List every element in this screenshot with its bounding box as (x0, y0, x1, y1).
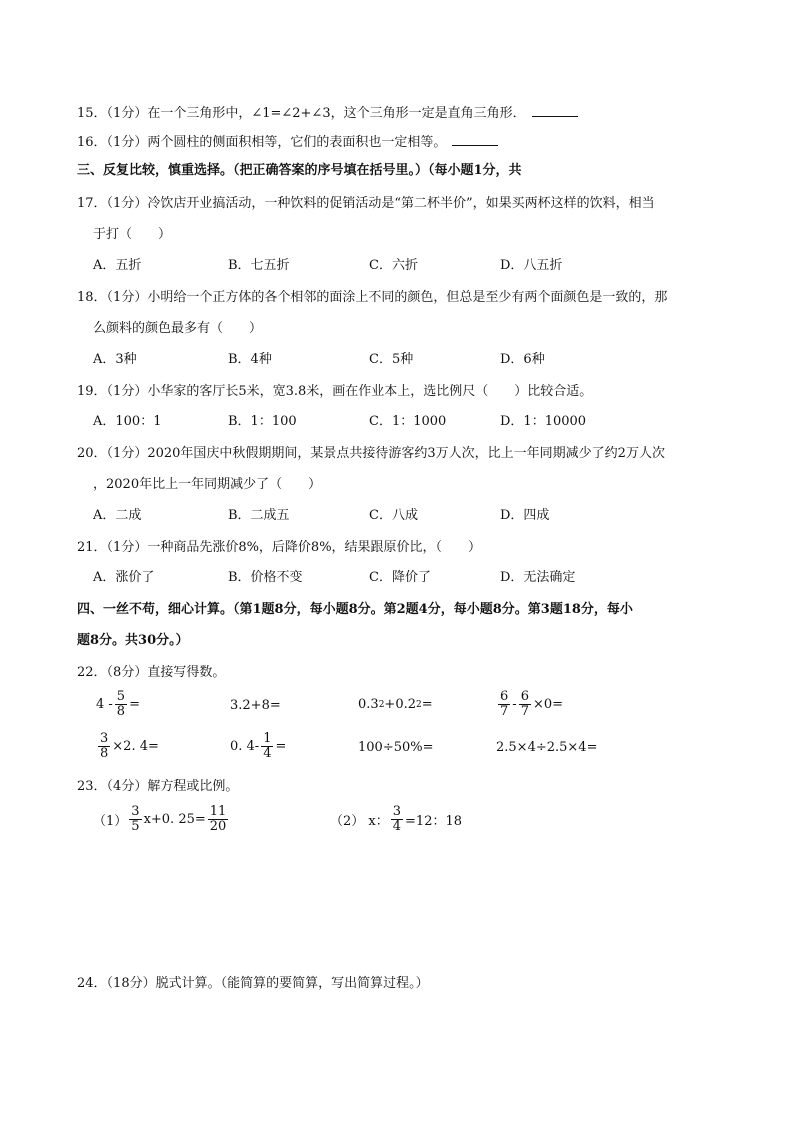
expr-text: 100÷50%= (358, 740, 434, 755)
q21-option-d[interactable]: D．无法确定 (500, 570, 576, 585)
q21-line1: 21．（1分）一种商品先涨价8%，后降价8%，结果跟原价比，（ ） (77, 540, 482, 555)
q16-text: 16．（1分）两个圆柱的侧面积相等，它们的表面积也一定相等。 (77, 135, 447, 150)
q20-option-b[interactable]: B．二成五 (228, 508, 290, 523)
q16 (77, 133, 498, 152)
q22-expr-3 (358, 697, 433, 712)
fraction (391, 805, 403, 834)
q17-line1: 17．（1分）冷饮店开业搞活动，一种饮料的促销活动是“第二杯半价”，如果买两杯这样的饮料，相当 (77, 196, 655, 211)
expr-text: =12：18 (405, 814, 463, 829)
denominator: 7 (500, 704, 509, 719)
exponent: 2 (378, 699, 385, 710)
expr-text: = (129, 697, 140, 712)
expr-text: 3.2+8= (230, 698, 281, 713)
expr-text: 0. 4- (230, 739, 260, 754)
q22-expr-6 (230, 732, 286, 761)
q22-expr-2 (230, 698, 281, 713)
q18-option-d[interactable]: D．6种 (500, 352, 545, 367)
q20-option-a[interactable]: A．二成 (93, 508, 142, 523)
numerator: 5 (116, 689, 126, 704)
numerator: 3 (100, 731, 109, 746)
denominator: 4 (392, 819, 402, 834)
q22-expr-7 (358, 740, 434, 755)
q19-option-d[interactable]: D．1：10000 (500, 414, 587, 429)
fraction (115, 690, 127, 719)
q22-title: 22．（8分）直接写得数。 (77, 665, 226, 680)
q22-expr-4 (496, 690, 563, 719)
q18-option-c[interactable]: C．5种 (369, 352, 414, 367)
expr-text: = (421, 697, 433, 712)
numerator: 6 (520, 689, 529, 704)
numerator: 3 (392, 804, 402, 819)
q19-line1: 19．（1分）小华家的客厅长5米，宽3.8米，画在作业本上，选比例尺（ ）比较合适。 (77, 384, 593, 399)
q15-text: 15．（1分）在一个三角形中，∠1=∠2+∠3，这个三角形一定是直角三角形． (77, 106, 526, 121)
q23-title: 23．（4分）解方程或比例。 (77, 779, 239, 794)
denominator: 4 (263, 746, 272, 761)
expr-text: x+0. 25= (143, 812, 206, 827)
q20-option-d[interactable]: D．四成 (500, 508, 550, 523)
q24: 24．（18分）脱式计算。（能简算的要简算，写出简算过程。） (77, 976, 429, 991)
denominator: 8 (116, 704, 126, 719)
section3-heading: 三、反复比较，慎重选择。（把正确答案的序号填在括号里。）（每小题1分，共 (77, 163, 522, 178)
numerator: 6 (500, 689, 509, 704)
denominator: 8 (100, 746, 109, 761)
q18-line2: 么颜料的颜色最多有（ ） (93, 321, 263, 336)
q19-option-a[interactable]: A．100：1 (93, 414, 162, 429)
section4-heading-line1: 四、一丝不苟，细心计算。（第1题8分，每小题8分。第2题4分，每小题8分。第3题18分，每小 (77, 602, 633, 617)
expr-text: - (512, 697, 517, 712)
q20-option-c[interactable]: C．八成 (369, 508, 418, 523)
section4-heading-line2: 题8分。共30分。） (77, 633, 189, 648)
q17-line2: 于打（ ） (93, 227, 172, 242)
expr-text: +0.2 (384, 697, 416, 712)
expr-text: 0.3 (358, 697, 379, 712)
denominator: 7 (520, 704, 529, 719)
fraction (519, 690, 531, 719)
exponent: 2 (416, 699, 422, 710)
q23-problem-1 (93, 805, 230, 834)
q17-option-b[interactable]: B．七五折 (228, 258, 290, 273)
q18-line1: 18．（1分）小明给一个正方体的各个相邻的面涂上不同的颜色，但总是至少有两个面颜色是一致的，那 (77, 290, 668, 305)
answer-blank[interactable] (452, 133, 498, 146)
q20-line2: ，2020年比上一年同期减少了（ ） (93, 477, 322, 492)
fraction (498, 690, 510, 719)
q20-line1: 20．（1分）2020年国庆中秋假期期间，某景点共接待游客约3万人次，比上一年同期减少了约2万人次 (77, 446, 665, 461)
q22-expr-1 (96, 690, 140, 719)
q17-option-d[interactable]: D．八五折 (500, 258, 563, 273)
q21-option-b[interactable]: B．价格不变 (228, 570, 303, 585)
q23-problem-2 (330, 805, 462, 834)
q21-option-c[interactable]: C．降价了 (369, 570, 431, 585)
expr-text: = (275, 739, 287, 754)
numerator: 1 (263, 731, 272, 746)
expr-text: （2） x： (330, 814, 389, 829)
expr-text: ×2. 4= (112, 739, 159, 754)
q19-option-c[interactable]: C．1：1000 (369, 414, 447, 429)
q21-option-a[interactable]: A．涨价了 (93, 570, 155, 585)
fraction (98, 732, 110, 761)
expr-text: 2.5×4÷2.5×4= (496, 740, 598, 755)
numerator: 11 (209, 804, 227, 819)
q17-option-c[interactable]: C．六折 (369, 258, 418, 273)
q22-expr-5 (96, 732, 159, 761)
denominator: 20 (209, 819, 227, 834)
q18-option-a[interactable]: A．3种 (93, 352, 137, 367)
expr-text: ×0= (532, 697, 564, 712)
numerator: 3 (131, 804, 140, 819)
denominator: 5 (131, 819, 140, 834)
q17-option-a[interactable]: A．五折 (93, 258, 142, 273)
answer-blank[interactable] (532, 104, 578, 117)
fraction (261, 732, 273, 761)
fraction (129, 805, 141, 834)
expr-text: 4 - (96, 697, 113, 712)
expr-text: （1） (93, 814, 128, 829)
q22-expr-8 (496, 740, 597, 755)
fraction (208, 805, 229, 834)
q15 (77, 104, 578, 123)
q18-option-b[interactable]: B．4种 (228, 352, 272, 367)
q19-option-b[interactable]: B．1：100 (228, 414, 297, 429)
